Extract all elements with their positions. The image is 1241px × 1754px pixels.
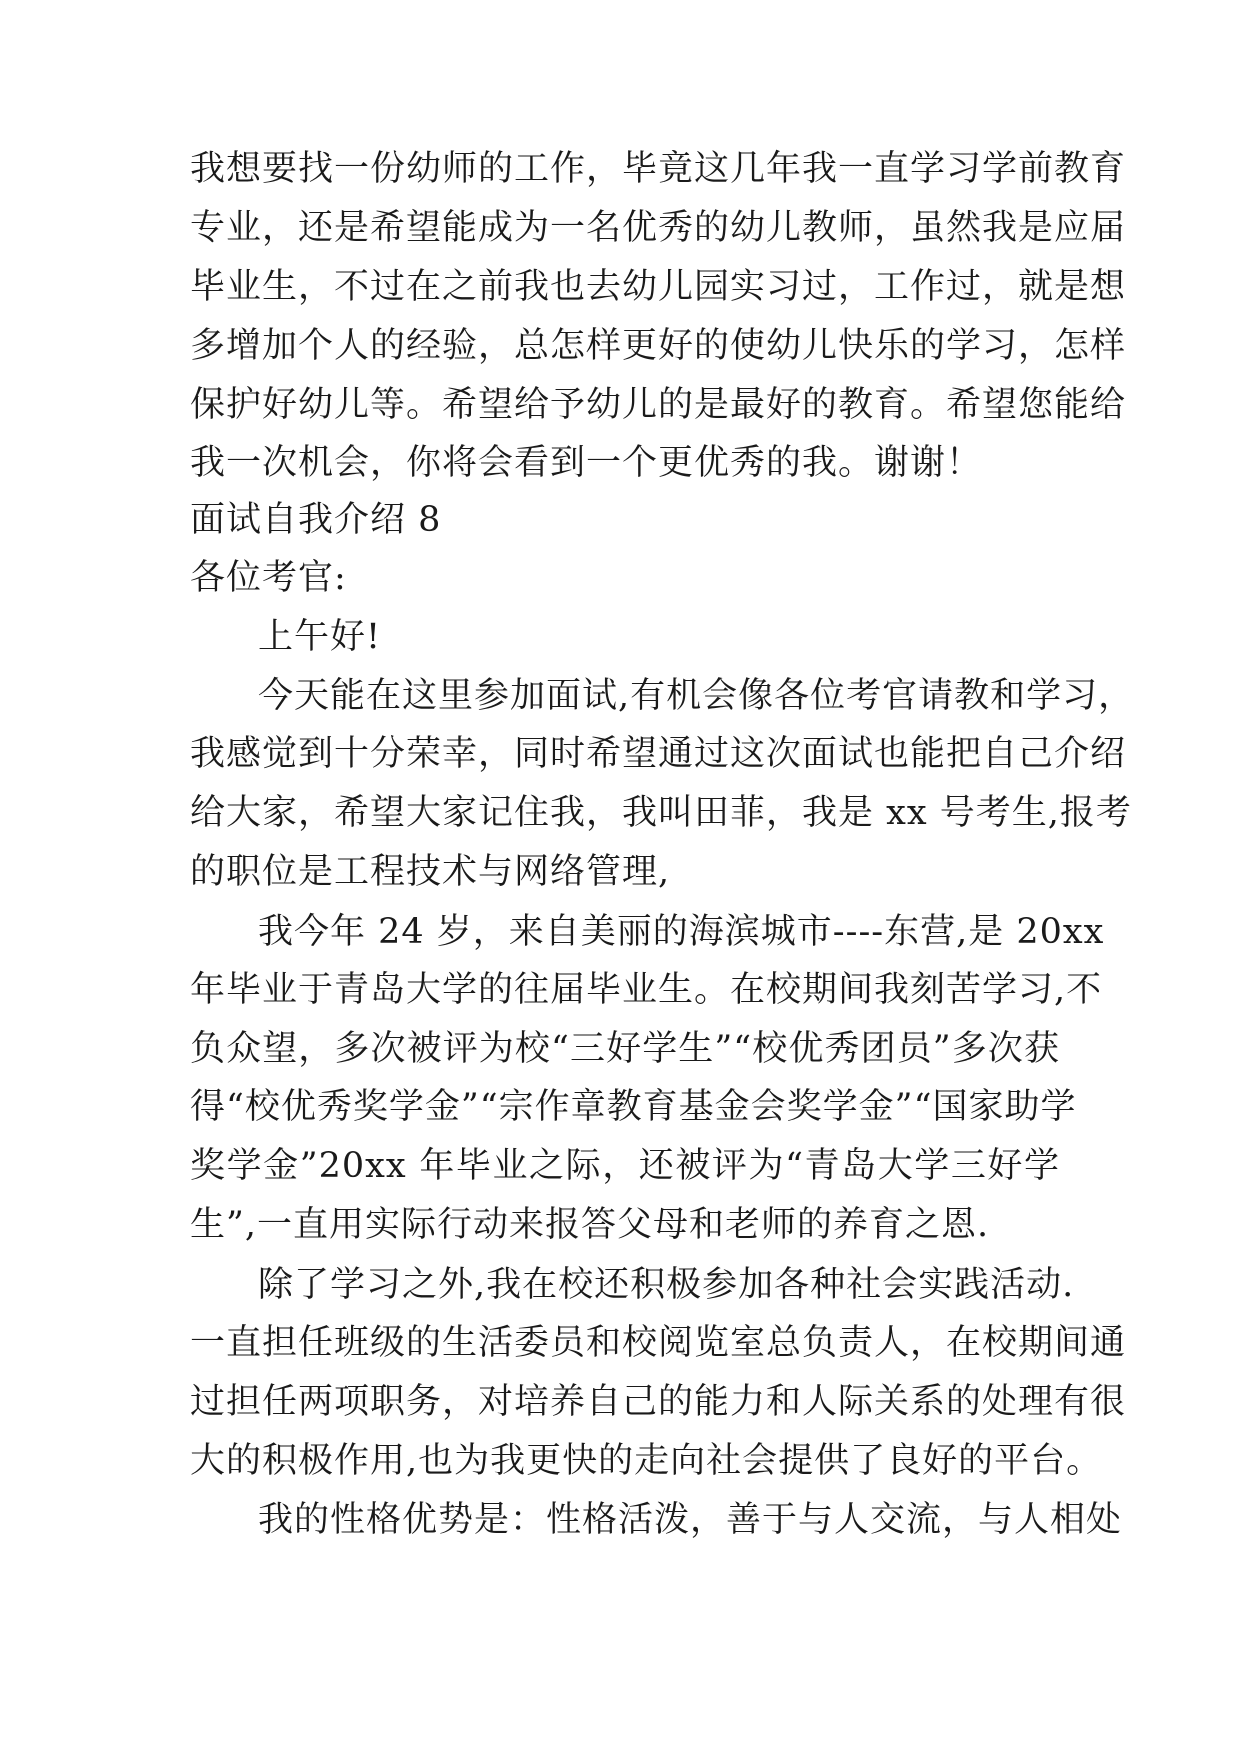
paragraph-line: 今天能在这里参加面试,有机会像各位考官请教和学习， <box>258 676 1135 716</box>
paragraph-line: 负众望，多次被评为校“三好学生”“校优秀团员”多次获 <box>190 1029 1060 1069</box>
salutation: 各位考官: <box>190 558 347 598</box>
paragraph-line: 除了学习之外,我在校还积极参加各种社会实践活动. <box>258 1265 1075 1305</box>
paragraph-line: 给大家，希望大家记住我，我叫田菲，我是 xx 号考生,报考 <box>190 793 1132 833</box>
paragraph-line: 生”,一直用实际行动来报答父母和老师的养育之恩. <box>190 1205 990 1245</box>
paragraph-line: 我感觉到十分荣幸，同时希望通过这次面试也能把自己介绍 <box>190 734 1127 774</box>
paragraph-line: 我一次机会，你将会看到一个更优秀的我。谢谢！ <box>190 443 983 483</box>
paragraph-line: 多增加个人的经验，总怎样更好的使幼儿快乐的学习，怎样 <box>190 326 1127 366</box>
paragraph-line: 我今年 24 岁，来自美丽的海滨城市----东营,是 20xx <box>258 912 1105 952</box>
paragraph-line: 的职位是工程技术与网络管理, <box>190 852 671 892</box>
paragraph-line: 过担任两项职务，对培养自己的能力和人际关系的处理有很 <box>190 1382 1127 1422</box>
paragraph-line: 专业，还是希望能成为一名优秀的幼儿教师，虽然我是应届 <box>190 208 1127 248</box>
paragraph-line: 保护好幼儿等。希望给予幼儿的是最好的教育。希望您能给 <box>190 385 1127 425</box>
paragraph-line: 毕业生，不过在之前我也去幼儿园实习过，工作过，就是想 <box>190 267 1127 307</box>
paragraph-line: 我想要找一份幼师的工作，毕竟这几年我一直学习学前教育 <box>190 149 1127 189</box>
paragraph-line: 年毕业于青岛大学的往届毕业生。在校期间我刻苦学习,不 <box>190 970 1103 1010</box>
paragraph-line: 奖学金”20xx 年毕业之际，还被评为“青岛大学三好学 <box>190 1146 1060 1186</box>
greeting: 上午好! <box>258 617 382 657</box>
paragraph-line: 大的积极作用,也为我更快的走向社会提供了良好的平台。 <box>190 1441 1103 1481</box>
paragraph-line: 得“校优秀奖学金”“宗作章教育基金会奖学金”“国家助学 <box>190 1087 1077 1127</box>
section-heading: 面试自我介绍 8 <box>190 500 442 540</box>
paragraph-line: 我的性格优势是：性格活泼，善于与人交流，与人相处 <box>258 1500 1123 1540</box>
paragraph-line: 一直担任班级的生活委员和校阅览室总负责人，在校期间通 <box>190 1323 1127 1363</box>
